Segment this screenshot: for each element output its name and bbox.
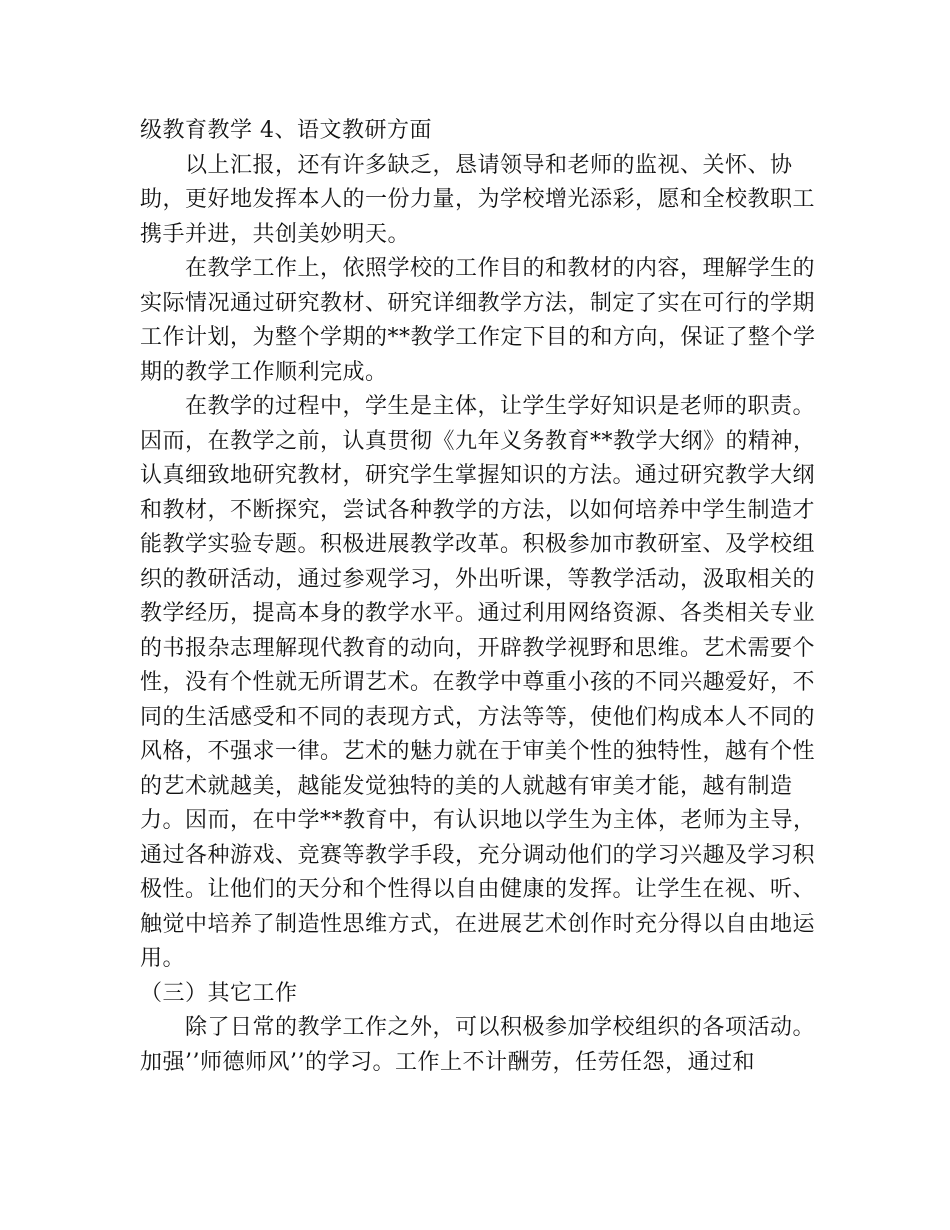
document-body	[140, 114, 820, 1080]
paragraph-continuation: 级教育教学 4、语文教研方面	[140, 118, 432, 143]
paragraph-teaching-plan: 在教学工作上，依照学校的工作目的和教材的内容，理解学生的实际情况通过研究教材、研究详细教学方法，制定了实在可行的学期工作计划，为整个学期的**教学工作定下目的和方向，保证了整个学期的教学工作顺利完成。	[140, 256, 816, 385]
section-heading-other-work: （三）其它工作	[140, 980, 298, 1006]
paragraph-summary: 以上汇报，还有许多缺乏，恳请领导和老师的监视、关怀、协助，更好地发挥本人的一份力量，为学校增光添彩，愿和全校教职工携手并进，共创美妙明天。	[140, 152, 816, 247]
paragraph-other-work: 除了日常的教学工作之外，可以积极参加学校组织的各项活动。加强’’师德师风’’的学习。工作上不计酬劳，任劳任怨，通过和	[140, 1015, 816, 1075]
paragraph-teaching-process: 在教学的过程中，学生是主体，让学生学好知识是老师的职责。因而，在教学之前，认真贯彻《九年义务教育**教学大纲》的精神，认真细致地研究教材，研究学生掌握知识的方法。通过研究教学大纲和教材，不断探究，尝试各种教学的方法，以如何培养中学生制造才能教学实验专题。积极进展教学改革。积极参加市教研室、及学校组织的教研活动，通过参观学习，外出听课，等教学活动，汲取相关的教学经历，提高本身的教学水平。通过利用网络资源、各类相关专业的书报杂志理解现代教育的动向，开辟教学视野和思维。艺术需要个性，没有个性就无所谓艺术。在教学中尊重小孩的不同兴趣爱好，不同的生活感受和不同的表现方式，方法等等，使他们构成本人不同的风格，不强求一律。艺术的魅力就在于审美个性的独特性，越有个性的艺术就越美，越能发觉独特的美的人就越有审美才能，越有制造力。因而，在中学**教育中，有认识地以学生为主体，老师为主导，通过各种游戏、竞赛等教学手段，充分调动他们的学习兴趣及学习积极性。让他们的天分和个性得以自由健康的发挥。让学生在视、听、触觉中培养了制造性思维方式，在进展艺术创作时充分得以自由地运用。	[140, 394, 816, 971]
